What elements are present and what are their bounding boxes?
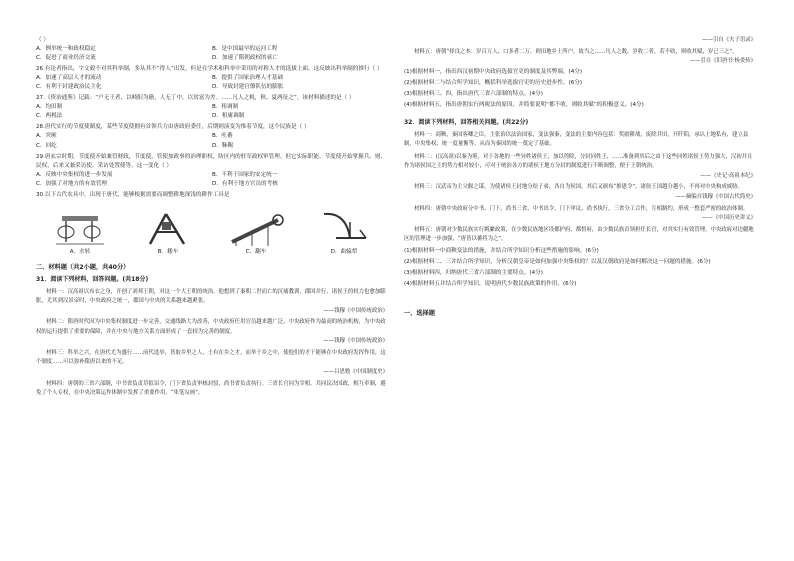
subquestion: (1)根据材料一，指出西汉初期中央政府选拔官吏的制度及其弊端。(4分) xyxy=(404,68,583,75)
subquestion: (2)根据材料二、三并结合所学知识，分析汉朝皇帝是如何加强中央集权的？以及汉朝政府是如何解决这一问题的措施。(6分) xyxy=(404,258,711,265)
water-wheel-illustration xyxy=(52,208,108,248)
option: D．租庸调制 xyxy=(212,113,245,120)
continued-source: ——引自《夫子语录》 xyxy=(702,37,756,43)
option: C．加强了对地方的有效管理 xyxy=(36,180,108,187)
material-3: 材料三：科举之兴，在唐代尤为盛行……前代选举，皆取乡里之人，士有在乡之才，而举于乡之中，使他们的才干能够在中央政府发挥作用，这个制度……可以弥补隋唐以来的不足。 xyxy=(36,349,386,366)
option: A．反映中央集权的进一步发展 xyxy=(36,171,113,178)
question-28-stem: 28.唐代实行的节度使制度，某些节度使拥有首领兵力由唐政府委任，后期则演变为推着节度，这个民族是（ ） xyxy=(36,124,310,131)
left-column xyxy=(36,36,388,398)
tool-c xyxy=(221,208,291,257)
material-4: 材料四：唐朝的三省六部制，中书省负责草拟诏令，门下省负责审核封驳，尚书省负责执行。三省长官同为宰相，共同议决国政，相互牵制，避免了个人专权，在中央决策运作体制中发挥了重要作用，“朱笔勾画”。 xyxy=(36,380,386,397)
paren-line: （ ） xyxy=(36,37,49,43)
material-1: 材料一：商鞅，秦国客卿之臣，主张治以法治国家，变法强秦，变法的主要内容包括：奖励耕战，废除井田，开阡陌，承认土地私有，建立县制，中央集权，统一度量衡等，从而为秦国的统一奠定了基础。 xyxy=(404,131,749,148)
option: A．例举统一和政权稳定 xyxy=(36,46,96,53)
option: C．促进了商业经济交流 xyxy=(36,55,96,62)
option: D．加速了隋朝政权的衰亡 xyxy=(212,55,278,62)
material-2-source: ——《史记·高祖本纪》 xyxy=(700,172,756,179)
material-3-source: ——吕思勉《中国制度史》 xyxy=(323,368,388,375)
section-heading: 二、材料题（共2小题，共40分） xyxy=(36,263,130,271)
question-27-options xyxy=(36,103,388,121)
subquestion: (2)根据材料二与结合所学知识，概括科举选拔官吏的历史进步性。(6分) xyxy=(404,80,583,86)
material-5-source: ——引自《旧唐书·杨炎传》 xyxy=(689,58,756,65)
material-3-source: ——摘编自钱穆《中国古代简史》 xyxy=(675,193,756,200)
option: D．靺鞨 xyxy=(212,142,234,149)
question-31-subquestions xyxy=(404,68,756,110)
question-31-head: 31．阅读下列材料，回答问题。(共18分) xyxy=(36,275,149,283)
material-2-source: ——钱穆《中国传统政治》 xyxy=(323,338,388,345)
option: D．导致封建官僚队伍的膨胀 xyxy=(212,84,284,91)
question-32-subquestions xyxy=(404,247,756,289)
material-3: 材料三：汉武帝为主父偃之谋，为使诸侯王封地分给子弟，各自为侯国，其后又颁布“推恩令”，诸侯王国越分越小，不再对中央构成威胁。 xyxy=(414,184,743,191)
question-30-stem: 30.以下古代农具中，出现于唐代，能够根据需要而调整耕地深浅的耕作工具是 xyxy=(36,191,230,198)
tool-b xyxy=(133,208,203,257)
farm-tools-figure xyxy=(36,208,388,257)
q-cont-options xyxy=(36,45,388,63)
tool-label: D．曲辕犁 xyxy=(330,248,358,255)
option: A．突厥 xyxy=(36,133,57,140)
chain-pump-illustration xyxy=(228,208,284,248)
spacer xyxy=(404,289,756,303)
option: B．吐蕃 xyxy=(212,133,233,140)
material-1-source: ——钱穆《中国传统政治》 xyxy=(323,307,388,314)
option: C．有利于封建政治民主化 xyxy=(36,84,102,91)
tool-label: C．翻车 xyxy=(245,248,267,255)
subquestion: (4)根据材料五，指出唐朝实行两税法的原因，并简要说明“都不收，则收其赋”的积极意义。(4分) xyxy=(404,102,644,109)
question-27-stem: 27.《资治通鉴》记载：“户无王者，以岐阳为籍，人无丁中，以贫富为差。……凡人之税，秋、夏两征之”。该材料描述的是（ ） xyxy=(36,95,355,102)
option: B．提供了国家治理人才基础 xyxy=(212,75,283,82)
material-4-source: ——《中国历史讲义》 xyxy=(702,215,756,222)
answer-section-heading: 一、选择题 xyxy=(404,309,435,317)
option: A．加速了高层人才的流动 xyxy=(36,75,102,82)
material-5: 材料五：唐朝“择良之本：岁百万人，口多者二万，则田地乡土所户，故当之……凡人之数，岁收二者，若不收，则收其赋，岁已三之”。 xyxy=(414,48,738,55)
tool-a xyxy=(45,208,115,257)
subquestion: (3)根据材料四，归纳唐代三省六部制的主要特点。(4分) xyxy=(404,269,543,276)
material-1: 材料一：汉高祖以布衣之身，开创了刘邦王朝，对这一个大王朝的统治，他想到了秦朝二世而亡的沉痛教训，郡国并行，诸侯王的权力也愈加膨胀，尤其到汉景帝时，中央政府之统一，郡国与中央的关系越来越紧张。 xyxy=(36,288,386,305)
option: B．不利于国家的安定统一 xyxy=(212,171,278,178)
seed-drill-illustration xyxy=(140,208,196,248)
option: B．租调制 xyxy=(212,104,239,111)
option: C．回纥 xyxy=(36,142,57,149)
material-4: 材料四：唐朝中央政府分中书、门下、尚书三省，中书出令，门下审议，尚书执行，三省分工合作，互相制约，形成一整套严密的政治体制。 xyxy=(414,205,749,212)
question-28-options xyxy=(36,132,388,150)
question-29-stem: 29.唐玄宗时期，节度使开始兼管财政，节度使、管使加政事的治理职权，防区内的驻军政权审管理。但它实际职能、节度使开始掌握兵、财、民权，后来又兼采访使、采访处置使等。这一变化（ ） xyxy=(36,153,387,169)
question-26-options xyxy=(36,74,388,92)
option: C．两税法 xyxy=(36,113,63,120)
tool-label: A．水转 xyxy=(69,248,91,255)
subquestion: (4)根据材料五并结合所学知识，说明唐代少数民族政策的作用，(6分) xyxy=(404,280,577,287)
option: A．均田制 xyxy=(36,104,63,111)
material-2: 材料二：(汉高祖)以秦为鉴，对于各地的一些异姓诸侯王，加以剪除，分封同姓王，……准备到其后之由于这些同姓诸侯王势力强大，汉初并且作为诸侯国之王的势力相对较小，可对于统治各方的诸侯王地方分封的制度进行不断调整，便于王朝统治。 xyxy=(404,153,753,170)
question-29-options xyxy=(36,171,388,189)
subquestion: (3)根据材料三、四，指出唐代三省六部制的特点。(4分) xyxy=(404,91,543,98)
material-2: 材料二：隋唐时代因为中央集权制度进一步完善，交通线路大为改善，中央政府任用官员越来越广泛，中央政府作为最高的统治机构，为中央政权的运行提供了重要的保障，并在中央与地方关系方面形成了一套较为完善的制度。 xyxy=(36,319,386,335)
curved-plow-illustration xyxy=(316,208,372,248)
question-26-stem: 26.有论者指出，宇文毅不对其科举制，多从其不“得人”出发，但是在学术和科举中采用的对称人才的选拔上面，这反映出科举制的推行（ ） xyxy=(36,66,383,73)
subquestion: (1)根据材料一中商鞅变法的措施，并结合所学知识分析这些措施的影响。(6分) xyxy=(404,247,599,254)
right-column xyxy=(404,36,756,321)
tool-label: B．耧车 xyxy=(157,248,179,255)
option: B．是中国最早的运河工程 xyxy=(212,46,278,53)
question-32-head: 32．阅读下列材料，回答相关问题。(共22分) xyxy=(404,119,529,127)
tool-d xyxy=(309,208,379,257)
material-5: 材料五：唐朝对少数民族实行羁縻政策，在少数民族地区设都护府、都督府，由少数民族首领担任长官，对其实行有效管理，中央政府对边疆地区的管理进一步加强，“唐皆以蕃将为之”。 xyxy=(404,226,754,243)
option: D．有利于地方官员的考核 xyxy=(212,180,278,187)
